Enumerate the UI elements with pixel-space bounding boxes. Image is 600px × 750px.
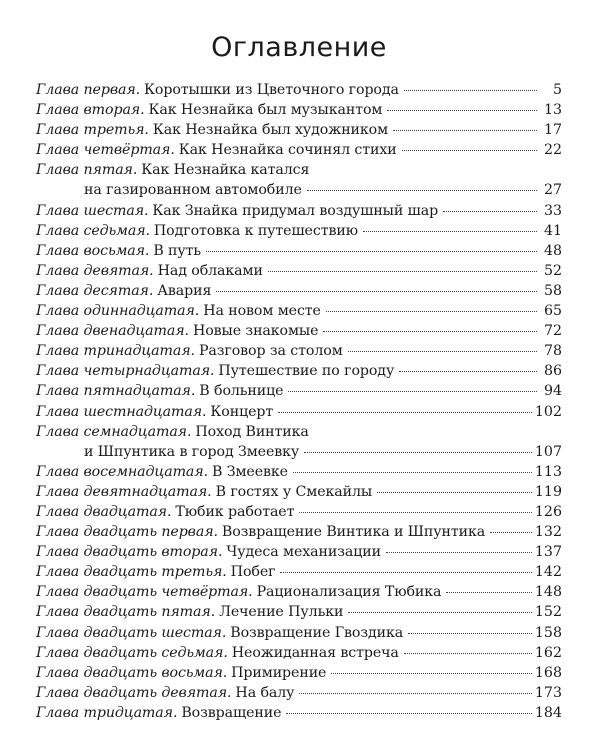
chapter-title: Возвращение Гвоздика xyxy=(230,624,404,641)
toc-entry[interactable] xyxy=(36,201,562,221)
page-number: 58 xyxy=(543,282,562,299)
chapter-title: Возвращение xyxy=(181,704,282,721)
page-number: 52 xyxy=(543,262,562,279)
chapter-title: Рационализация Тюбика xyxy=(256,584,442,601)
toc-entry[interactable] xyxy=(36,582,562,602)
page-number: 86 xyxy=(543,363,562,380)
toc-entry[interactable] xyxy=(36,341,562,361)
chapter-label: Глава двенадцатая. xyxy=(36,323,189,340)
dot-leader xyxy=(377,492,532,493)
chapter-title: Как Знайка придумал воздушный шар xyxy=(152,202,439,219)
page-number: 132 xyxy=(534,524,562,541)
dot-leader xyxy=(348,351,537,352)
chapter-title: В гостях у Смекайлы xyxy=(215,483,373,500)
dot-leader xyxy=(408,633,532,634)
chapter-label: Глава восемнадцатая. xyxy=(36,463,208,480)
toc-entry[interactable] xyxy=(36,381,562,401)
toc-entry[interactable] xyxy=(36,160,562,200)
chapter-label: Глава восьмая. xyxy=(36,242,150,259)
chapter-title-continued: и Шпунтика в город Змеевку xyxy=(84,443,300,460)
dot-leader xyxy=(299,512,532,513)
chapter-title: Подготовка к путешествию xyxy=(153,222,358,239)
toc-entry[interactable] xyxy=(36,462,562,482)
chapter-label: Глава шестнадцатая. xyxy=(36,403,207,420)
toc-entry[interactable] xyxy=(36,643,562,663)
toc-entry[interactable] xyxy=(36,422,562,462)
toc-entry[interactable] xyxy=(36,562,562,582)
chapter-label: Глава девятнадцатая. xyxy=(36,483,212,500)
chapter-title: Концерт xyxy=(210,403,274,420)
dot-leader xyxy=(307,190,537,191)
page-number: 184 xyxy=(534,704,562,721)
chapter-title: Авария xyxy=(157,282,212,299)
toc-entry[interactable] xyxy=(36,683,562,703)
dot-leader xyxy=(293,472,532,473)
chapter-label: Глава двадцать седьмая. xyxy=(36,644,228,661)
chapter-label: Глава седьмая. xyxy=(36,222,150,239)
chapter-title: Как Незнайка сочинял стихи xyxy=(178,142,397,159)
page-number: 33 xyxy=(543,202,562,219)
dot-leader xyxy=(268,271,537,272)
chapter-title: Неожиданная встреча xyxy=(231,644,399,661)
chapter-title: Чудеса механизации xyxy=(226,544,381,561)
dot-leader xyxy=(443,211,537,212)
dot-leader xyxy=(288,391,537,392)
chapter-title: Примирение xyxy=(231,664,327,681)
chapter-label: Глава двадцать девятая. xyxy=(36,684,232,701)
chapter-label: Глава двадцать первая. xyxy=(36,524,218,541)
chapter-title: Над облаками xyxy=(157,262,263,279)
chapter-label: Глава семнадцатая. xyxy=(36,423,192,440)
chapter-title: Новые знакомые xyxy=(192,323,319,340)
page-number: 119 xyxy=(534,483,562,500)
toc-entry[interactable] xyxy=(36,502,562,522)
page-number: 162 xyxy=(534,644,562,661)
chapter-label: Глава двадцать пятая. xyxy=(36,604,216,621)
dot-leader xyxy=(386,552,532,553)
toc-entry[interactable] xyxy=(36,241,562,261)
chapter-label: Глава четырнадцатая. xyxy=(36,363,215,380)
dot-leader xyxy=(280,572,531,573)
page-number: 94 xyxy=(543,383,562,400)
page-number: 78 xyxy=(543,343,562,360)
toc-entry[interactable] xyxy=(36,522,562,542)
dot-leader xyxy=(387,110,537,111)
chapter-label: Глава двадцатая. xyxy=(36,503,172,520)
toc-entry[interactable] xyxy=(36,281,562,301)
chapter-title: Разговор за столом xyxy=(198,343,343,360)
chapter-title: В Змеевке xyxy=(211,463,288,480)
chapter-label: Глава двадцать третья. xyxy=(36,564,227,581)
toc-entry[interactable] xyxy=(36,663,562,683)
chapter-title: Лечение Пульки xyxy=(219,604,344,621)
chapter-label: Глава двадцать восьмая. xyxy=(36,664,228,681)
dot-leader xyxy=(323,331,537,332)
page-number: 152 xyxy=(534,604,562,621)
dot-leader xyxy=(402,150,537,151)
chapter-label: Глава двадцать шестая. xyxy=(36,624,227,641)
chapter-label: Глава одиннадцатая. xyxy=(36,303,200,320)
toc-entry[interactable] xyxy=(36,120,562,140)
toc-list xyxy=(36,80,562,723)
page-number: 72 xyxy=(543,323,562,340)
chapter-title: Как Незнайка катался xyxy=(141,162,310,179)
dot-leader xyxy=(446,592,532,593)
page-number: 107 xyxy=(534,443,562,460)
page-number: 137 xyxy=(534,544,562,561)
chapter-label: Глава четвёртая. xyxy=(36,142,175,159)
dot-leader xyxy=(490,532,532,533)
dot-leader xyxy=(348,612,532,613)
toc-entry[interactable] xyxy=(36,221,562,241)
chapter-title: Как Незнайка был художником xyxy=(152,122,389,139)
dot-leader xyxy=(299,693,531,694)
dot-leader xyxy=(404,90,537,91)
dot-leader xyxy=(404,653,532,654)
chapter-title: Коротышки из Цветочного города xyxy=(144,82,399,98)
chapter-title: Поход Винтика xyxy=(195,423,309,440)
toc-entry[interactable] xyxy=(36,100,562,120)
page-number: 113 xyxy=(534,463,562,480)
dot-leader xyxy=(399,371,537,372)
toc-entry[interactable] xyxy=(36,140,562,160)
page-number: 17 xyxy=(543,122,562,139)
page-number: 48 xyxy=(543,242,562,259)
page-number: 41 xyxy=(543,222,562,239)
chapter-title: В больнице xyxy=(199,383,284,400)
page-number: 27 xyxy=(543,182,562,199)
page-number: 158 xyxy=(534,624,562,641)
page-number: 65 xyxy=(543,303,562,320)
toc-entry[interactable] xyxy=(36,482,562,502)
toc-entry[interactable] xyxy=(36,301,562,321)
chapter-title: В путь xyxy=(153,242,202,259)
toc-entry[interactable] xyxy=(36,321,562,341)
dot-leader xyxy=(304,452,532,453)
chapter-label: Глава тринадцатая. xyxy=(36,343,195,360)
chapter-label: Глава двадцать вторая. xyxy=(36,544,223,561)
dot-leader xyxy=(331,673,532,674)
chapter-label: Глава вторая. xyxy=(36,102,145,119)
chapter-label: Глава шестая. xyxy=(36,202,149,219)
page-number: 173 xyxy=(534,684,562,701)
page-number: 5 xyxy=(552,82,562,98)
toc-entry[interactable] xyxy=(36,402,562,422)
chapter-title: На новом месте xyxy=(203,303,321,320)
chapter-label: Глава девятая. xyxy=(36,262,154,279)
toc-entry[interactable] xyxy=(36,361,562,381)
chapter-title: Побег xyxy=(230,564,276,581)
toc-entry[interactable] xyxy=(36,703,562,723)
dot-leader xyxy=(286,713,532,714)
toc-entry[interactable] xyxy=(36,80,562,100)
dot-leader xyxy=(278,412,532,413)
toc-entry[interactable] xyxy=(36,261,562,281)
chapter-label: Глава десятая. xyxy=(36,282,154,299)
toc-entry[interactable] xyxy=(36,602,562,622)
chapter-label: Глава двадцать четвёртая. xyxy=(36,584,253,601)
chapter-label: Глава пятая. xyxy=(36,162,138,179)
chapter-label: Глава третья. xyxy=(36,122,149,139)
page-number: 168 xyxy=(534,664,562,681)
page-number: 148 xyxy=(534,584,562,601)
dot-leader xyxy=(393,130,537,131)
chapter-title: Тюбик работает xyxy=(175,503,295,520)
dot-leader xyxy=(363,231,537,232)
page-number: 142 xyxy=(534,564,562,581)
page-number: 22 xyxy=(543,142,562,159)
toc-entry[interactable] xyxy=(36,542,562,562)
toc-entry[interactable] xyxy=(36,623,562,643)
chapter-label: Глава первая. xyxy=(36,82,141,98)
page-number: 126 xyxy=(534,503,562,520)
dot-leader xyxy=(216,291,537,292)
chapter-title-continued: на газированном автомобиле xyxy=(84,182,302,199)
chapter-title: Возвращение Винтика и Шпунтика xyxy=(221,524,486,541)
chapter-title: Как Незнайка был музыкантом xyxy=(148,102,383,119)
chapter-title: Путешествие по городу xyxy=(218,363,395,380)
dot-leader xyxy=(326,311,537,312)
chapter-label: Глава пятнадцатая. xyxy=(36,383,196,400)
chapter-title: На балу xyxy=(235,684,295,701)
dot-leader xyxy=(206,251,537,252)
page-title: Оглавление xyxy=(211,32,387,63)
page-number: 102 xyxy=(534,403,562,420)
chapter-label: Глава тридцатая. xyxy=(36,704,178,721)
page-number: 13 xyxy=(543,102,562,119)
